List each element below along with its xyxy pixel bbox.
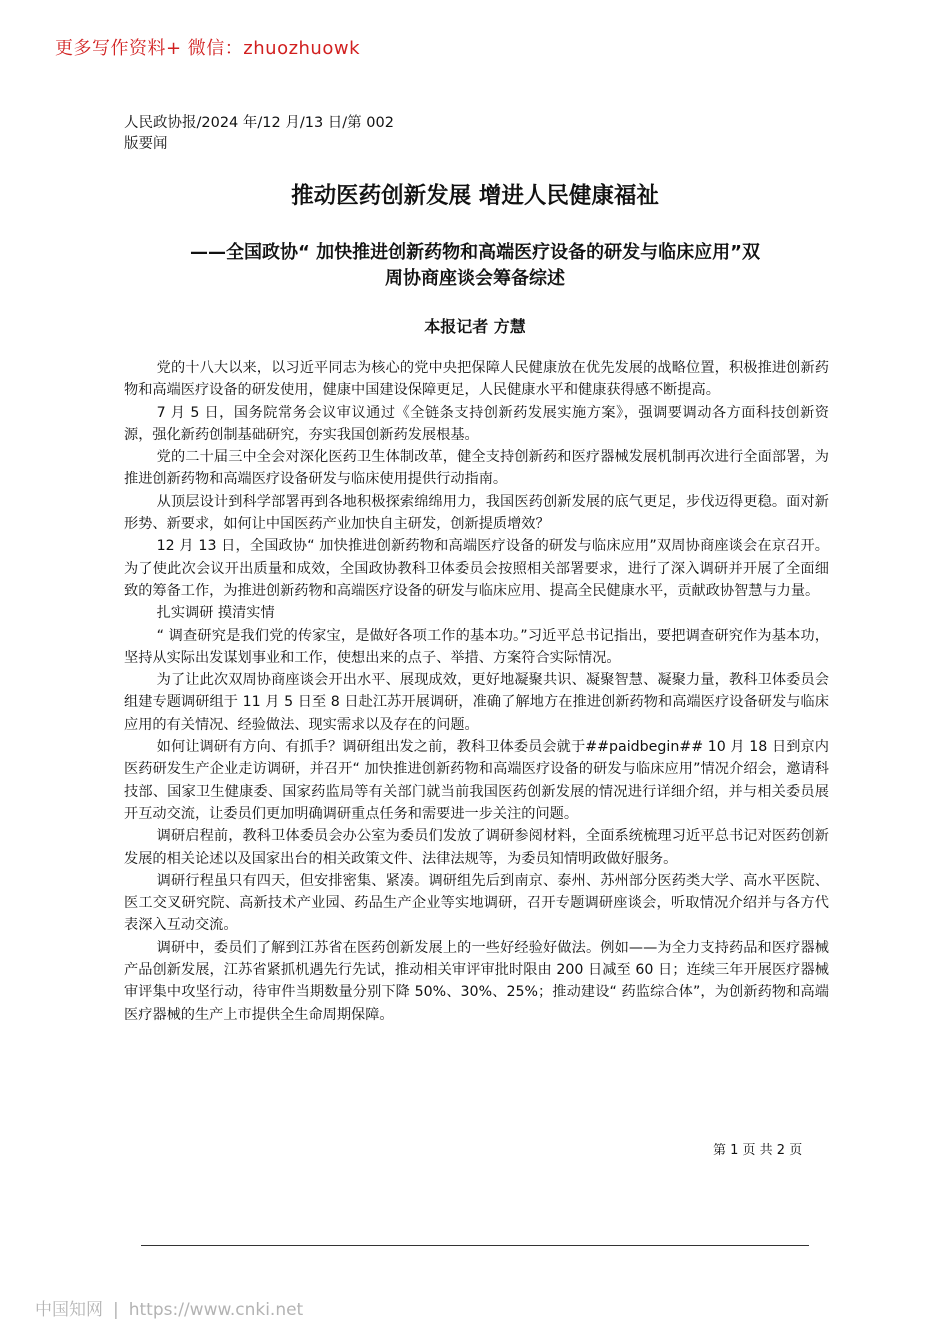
footer-url: https://www.cnki.net xyxy=(128,1300,304,1320)
source-citation xyxy=(124,113,394,155)
section-heading: 扎实调研 摸清实情 xyxy=(156,605,275,622)
footer-divider xyxy=(141,1245,809,1246)
paragraph: 党的二十届三中全会对深化医药卫生体制改革，健全支持创新药和医疗器械发展机制再次进行全面部署，为推进创新药物和高端医疗设备研发与临床使用提供行动指南。 xyxy=(124,449,829,488)
paragraph: 12 月 13 日，全国政协“ 加快推进创新药物和高端医疗设备的研发与临床应用”双周协商座谈会在京召开。为了使此次会议开出质量和成效，全国政协教科卫体委员会按照相关部署要求，进行了深入调研并开展了全面细致的筹备工作，为推进创新药物和高端医疗设备的研发与临床应用、提高全民健康水平，贡献政协智慧与力量。 xyxy=(124,538,829,599)
footer-separator: | xyxy=(113,1300,119,1320)
paragraph: “ 调查研究是我们党的传家宝，是做好各项工作的基本功。”习近平总书记指出，要把调查研究作为基本功，坚持从实际出发谋划事业和工作，使想出来的点子、举措、方案符合实际情况。 xyxy=(124,627,829,666)
source-line-2: 版要闻 xyxy=(124,136,168,152)
subtitle-line-2: 周协商座谈会筹备综述 xyxy=(385,268,565,289)
article-body xyxy=(124,357,829,1026)
paragraph: 党的十八大以来，以习近平同志为核心的党中央把保障人民健康放在优先发展的战略位置，积极推进创新药物和高端医疗设备的研发使用，健康中国建设保障更足，人民健康水平和健康获得感不断提高。 xyxy=(124,360,829,399)
paragraph: 为了让此次双周协商座谈会开出水平、展现成效，更好地凝聚共识、凝聚智慧、凝聚力量，教科卫体委员会组建专题调研组于 11 月 5 日至 8 日赴江苏开展调研，准确了解地方在推进创新药物和高端医疗设备研发与临床应用的有关情况、经验做法、现实需求以及存在的问题。 xyxy=(124,672,829,733)
subtitle-line-1: ——全国政协“ 加快推进创新药物和高端医疗设备的研发与临床应用”双 xyxy=(190,242,760,263)
promo-banner: 更多写作资料+ 微信：zhuozhuowk xyxy=(55,38,361,59)
article-author: 本报记者 方慧 xyxy=(424,317,526,336)
paragraph: 7 月 5 日，国务院常务会议审议通过《全链条支持创新药发展实施方案》，强调要调动各方面科技创新资源，强化新药创制基础研究，夯实我国创新药发展根基。 xyxy=(124,404,829,443)
article-subtitle xyxy=(124,240,826,292)
page-number: 第 1 页 共 2 页 xyxy=(713,1143,803,1158)
paragraph: 如何让调研有方向、有抓手？调研组出发之前，教科卫体委员会就于##paidbegin## 10 月 18 日到京内医药研发生产企业走访调研，并召开“ 加快推进创新药物和高端医疗设备的研发与临床应用”情况介绍会，邀请科技部、国家卫生健康委、国家药监局等有关部门就当前我国医药创新发展的情况进行详细介绍，并与相关委员展开互动交流，让委员们更加明确调研重点任务和需要进一步关注的问题。 xyxy=(124,739,829,822)
paragraph: 调研中，委员们了解到江苏省在医药创新发展上的一些好经验好做法。例如——为全力支持药品和医疗器械产品创新发展，江苏省紧抓机遇先行先试，推动相关审评审批时限由 200 日减至 60 日；连续三年开展医疗器械审评集中攻坚行动，待审件当期数量分别下降 50%、30%、25%；推动建设“ 药监综合体”，为创新药物和高端医疗器械的生产上市提供全生命周期保障。 xyxy=(124,939,829,1023)
article-title: 推动医药创新发展 增进人民健康福祉 xyxy=(291,183,659,209)
paragraph: 调研行程虽只有四天，但安排密集、紧凑。调研组先后到南京、泰州、苏州部分医药类大学、高水平医院、医工交叉研究院、高新技术产业园、药品生产企业等实地调研，召开专题调研座谈会，听取情况介绍并与各方代表深入互动交流。 xyxy=(124,872,829,934)
paragraph: 调研启程前，教科卫体委员会办公室为委员们发放了调研参阅材料，全面系统梳理习近平总书记对医药创新发展的相关论述以及国家出台的相关政策文件、法律法规等，为委员知情明政做好服务。 xyxy=(124,828,829,867)
footer-brand: 中国知网 xyxy=(35,1300,103,1320)
paragraph: 从顶层设计到科学部署再到各地积极探索绵绵用力，我国医药创新发展的底气更足，步伐迈得更稳。面对新形势、新要求，如何让中国医药产业加快自主研发，创新提质增效？ xyxy=(124,493,829,533)
footer-watermark xyxy=(35,1295,303,1320)
source-line-1: 人民政协报/2024 年/12 月/13 日/第 002 xyxy=(124,115,394,131)
